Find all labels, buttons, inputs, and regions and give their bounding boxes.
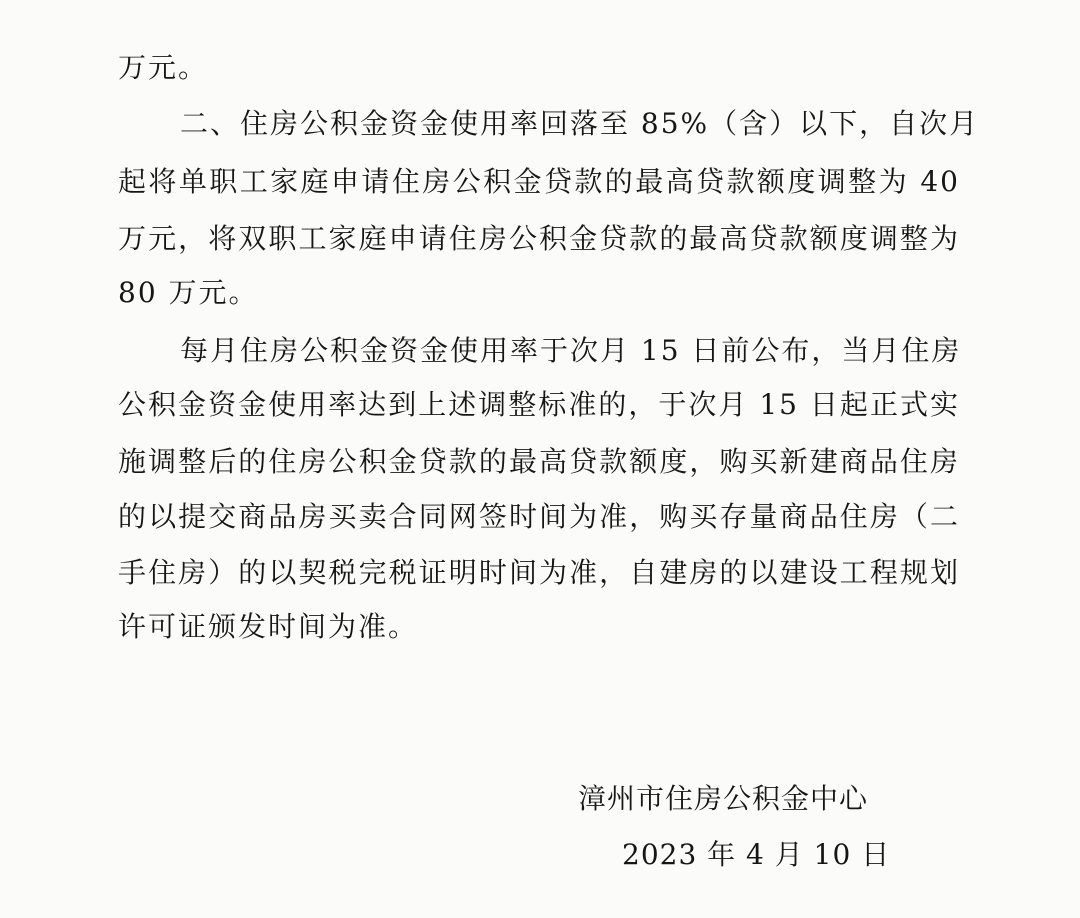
paragraph-3-line-4: 的以提交商品房买卖合同网签时间为准，购买存量商品住房（二: [118, 500, 960, 533]
paragraph-2-line-1: 二、住房公积金资金使用率回落至 85%（含）以下，自次月: [180, 107, 980, 140]
signature-organization: 漳州市住房公积金中心: [578, 782, 869, 815]
paragraph-3-line-3: 施调整后的住房公积金贷款的最高贷款额度，购买新建商品住房: [118, 445, 960, 478]
paragraph-3-line-5: 手住房）的以契税完税证明时间为准，自建房的以建设工程规划: [118, 556, 960, 589]
paragraph-3-line-2: 公积金资金使用率达到上述调整标准的，于次月 15 日起正式实: [118, 388, 960, 421]
paragraph-2-line-4: 80 万元。: [118, 276, 259, 309]
paragraph-1-line-1: 万元。: [118, 51, 209, 84]
paragraph-2-line-2: 起将单职工家庭申请住房公积金贷款的最高贷款额度调整为 40: [118, 165, 960, 198]
paragraph-3-line-6: 许可证颁发时间为准。: [118, 610, 419, 643]
paragraph-2-line-3: 万元，将双职工家庭申请住房公积金贷款的最高贷款额度调整为: [118, 222, 960, 255]
paragraph-3-line-1: 每月住房公积金资金使用率于次月 15 日前公布，当月住房: [180, 334, 962, 367]
signature-date: 2023 年 4 月 10 日: [622, 838, 891, 871]
